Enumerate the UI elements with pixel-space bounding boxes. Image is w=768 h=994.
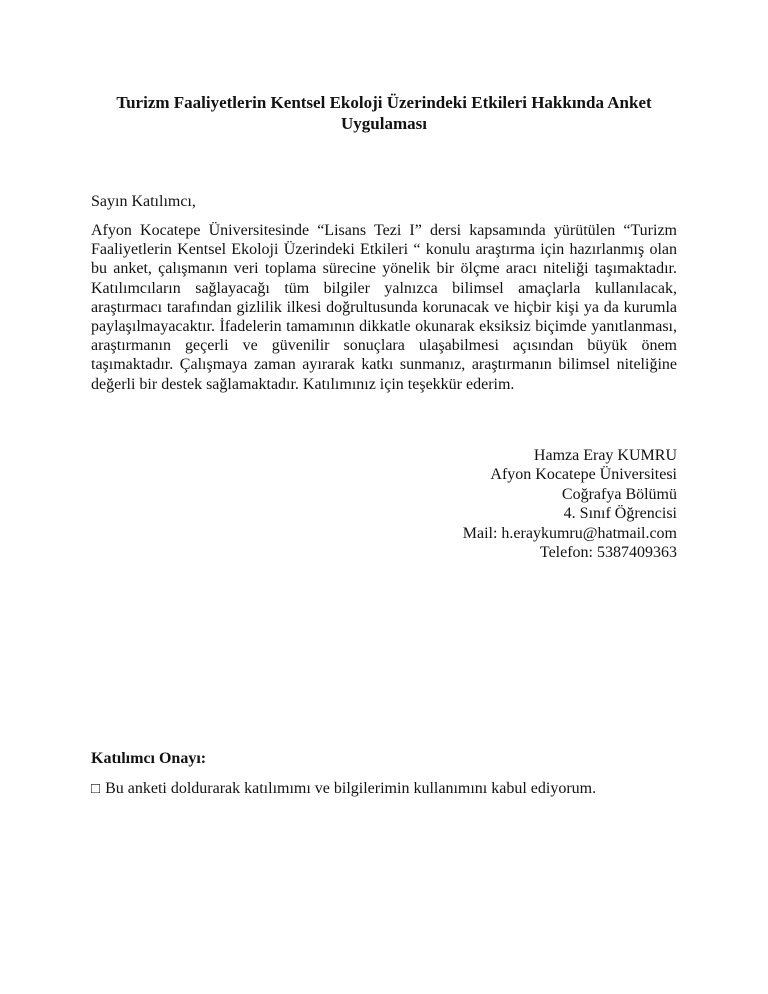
signature-class: 4. Sınıf Öğrencisi [563, 505, 677, 523]
signature-phone: Telefon: 5387409363 [539, 544, 677, 562]
signature-university: Afyon Kocatepe Üniversitesi [490, 466, 677, 484]
consent-label: Bu anketi doldurarak katılımımı ve bilgilerimin kullanımını kabul ediyorum. [105, 779, 597, 797]
signature-email: Mail: h.eraykumru@hatmail.com [462, 524, 677, 542]
signature-name: Hamza Eray KUMRU [533, 446, 677, 464]
intro-paragraph: Afyon Kocatepe Üniversitesinde “Lisans Tezi I” dersi kapsamında yürütülen “Turizm Faaliyetlerin Kentsel Ekoloji Üzerindeki Etkileri “ konulu araştırma için hazırlanmış olan bu anket, çalışmanın veri toplama sürecine yönelik bir ölçme aracı niteliği taşımaktadır. Katılımcıların sağlayacağı tüm bilgiler yalnızca bilimsel amaçlarla kullanılacak, araştırmacı tarafından gizlilik ilkesi doğrultusunda korunacak ve hiçbir kişi ya da kurumla paylaşılmayacaktır. İfadelerin tamamının dikkatle okunarak eksiksiz biçimde yanıtlanması, araştırmanın geçerli ve güvenilir sonuçlara ulaşabilmesi açısından büyük önem taşımaktadır. Çalışmaya zaman ayırarak katkı sunmanız, araştırmanın bilimsel niteliğine değerli bir destek sağlamaktadır. Katılımınız için teşekkür ederim. [91, 222, 677, 393]
consent-statement [91, 779, 677, 799]
consent-heading: Katılımcı Onayı: [91, 749, 207, 767]
document-title: Turizm Faaliyetlerin Kentsel Ekoloji Üzerindeki Etkileri Hakkında Anket Uygulaması [116, 93, 652, 133]
greeting-line: Sayın Katılımcı, [91, 193, 196, 210]
signature-block [91, 446, 677, 563]
consent-checkbox-icon[interactable]: □ [91, 780, 101, 797]
signature-department: Coğrafya Bölümü [561, 485, 677, 503]
